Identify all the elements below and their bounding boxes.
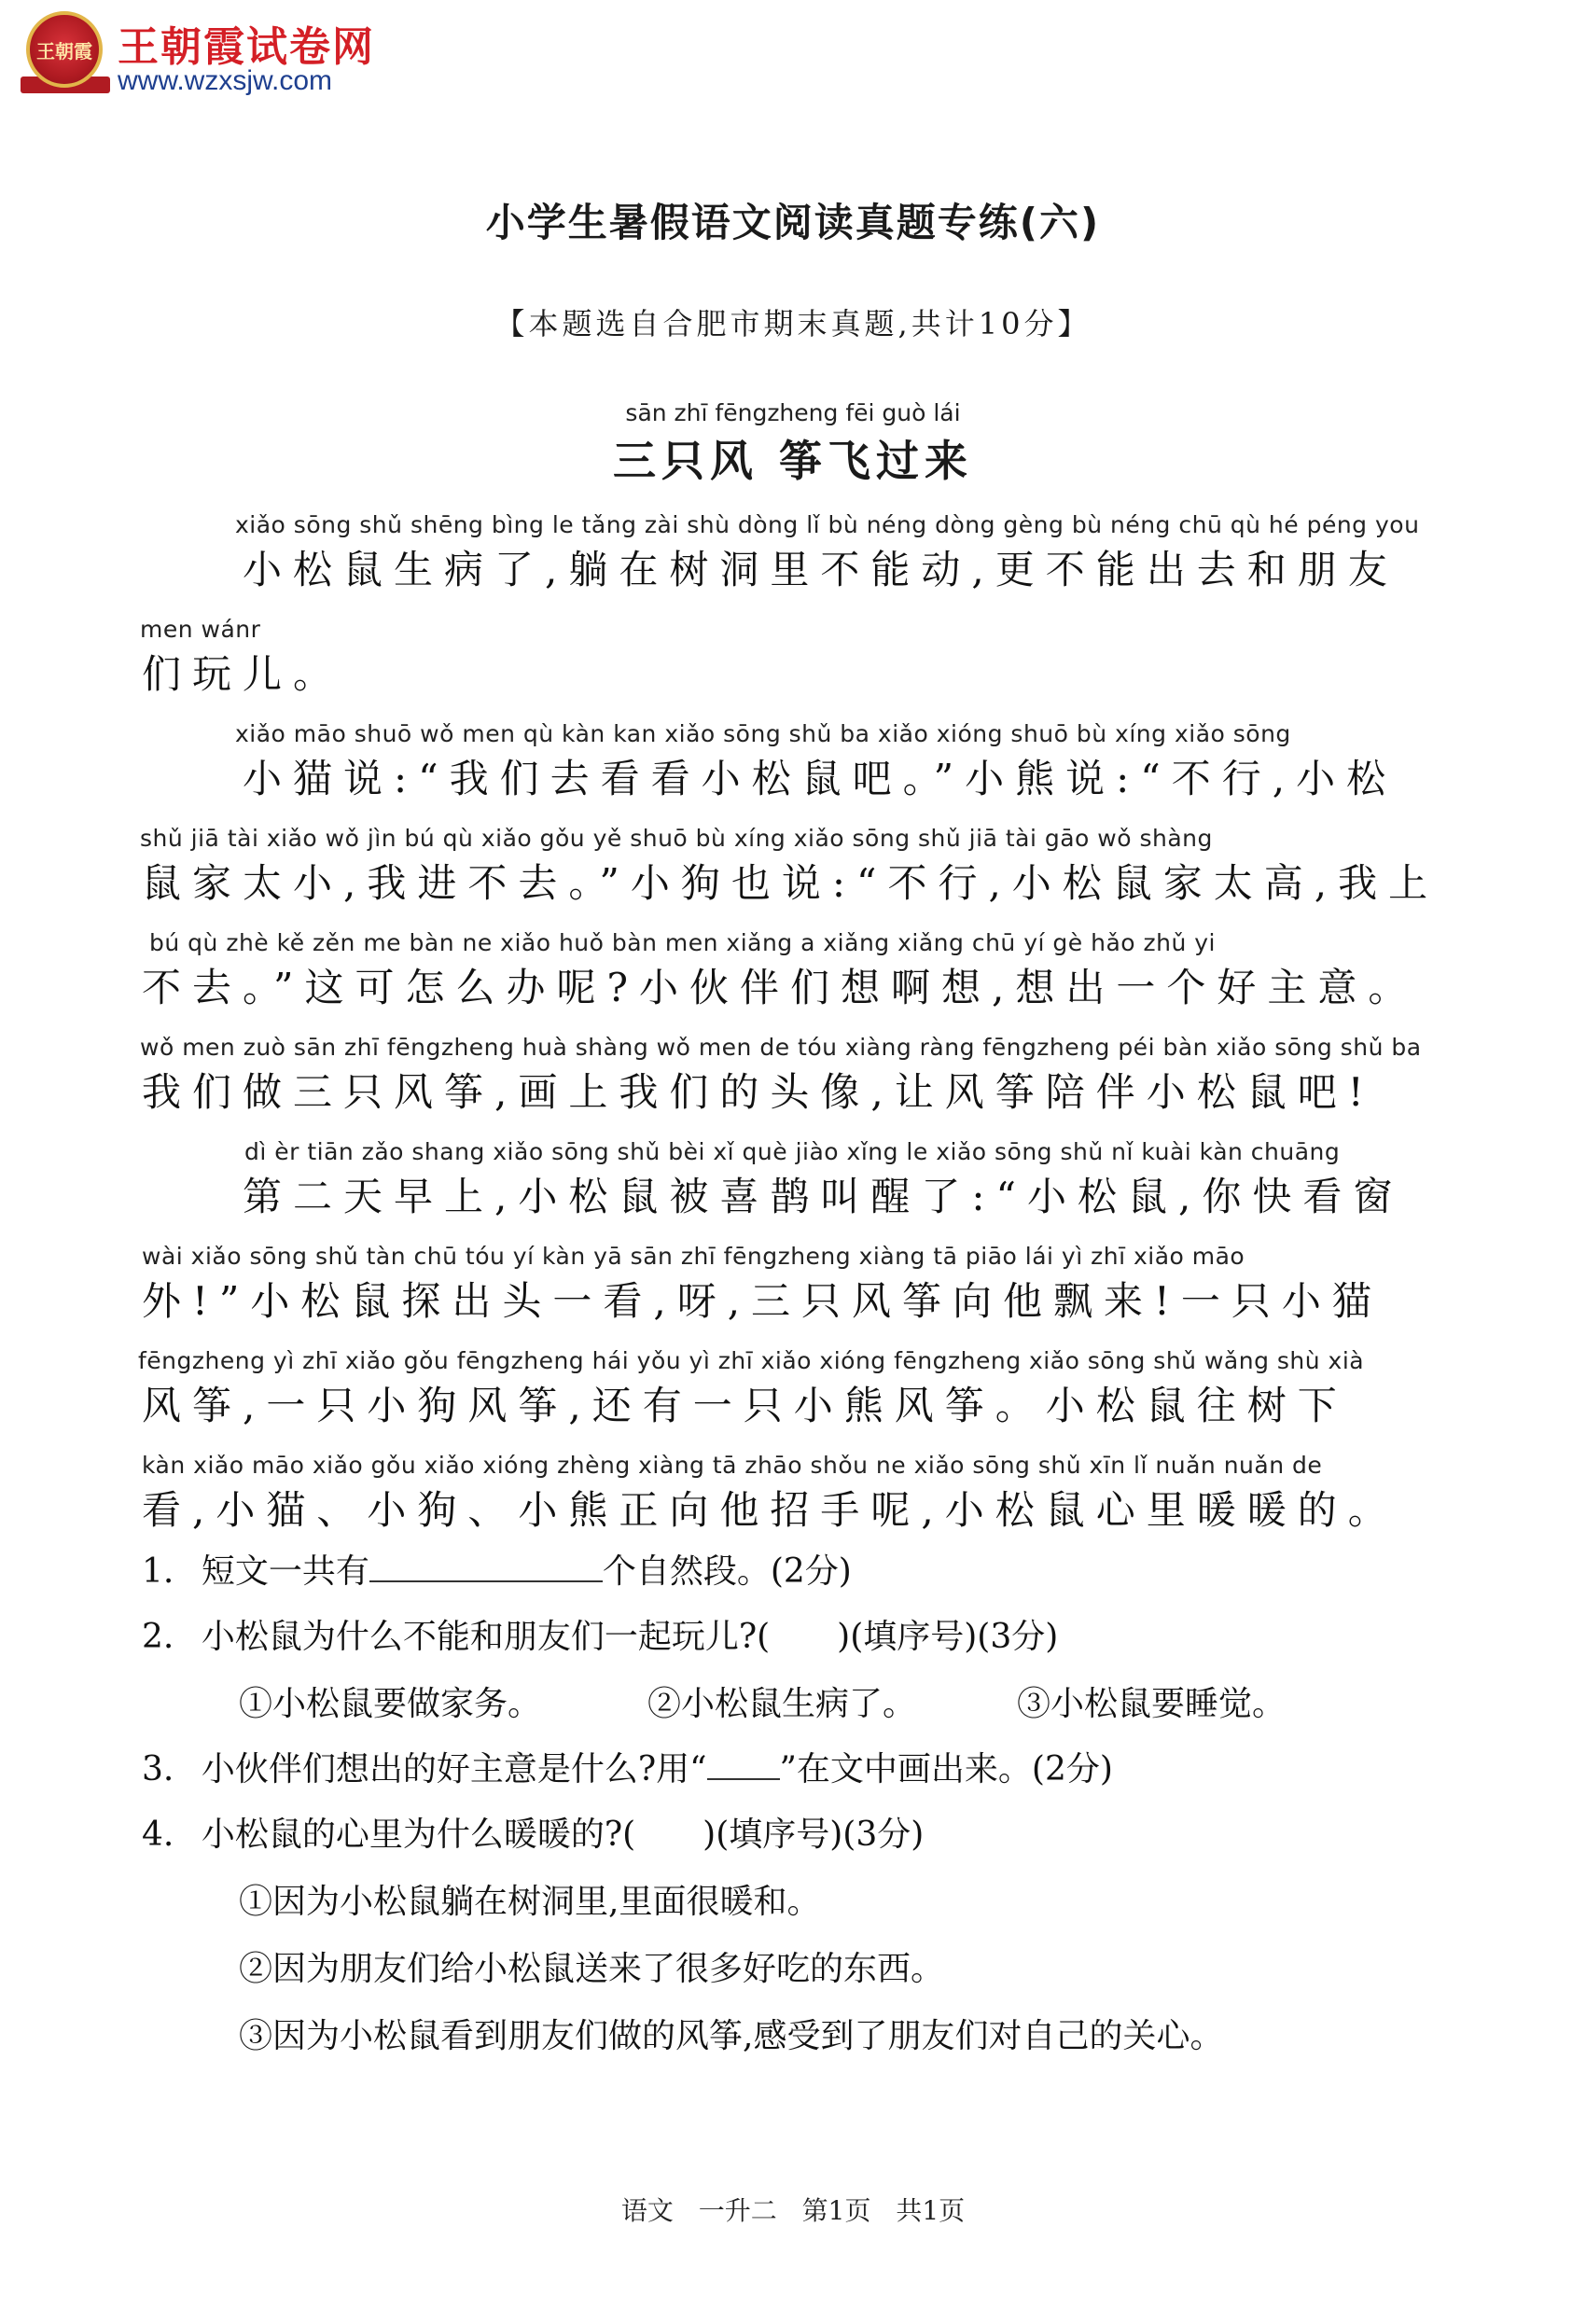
question-4-option[interactable]: ①因为小松鼠躺在树洞里,里面很暖和。 — [239, 1883, 821, 1921]
underline-sample — [707, 1750, 780, 1780]
story-title-pinyin: sān zhī fēngzheng fēi guò lái — [625, 399, 961, 426]
story-text-line: 第二天早上,小松鼠被喜鹊叫醒了:“小松鼠,你快看窗 — [243, 1174, 1404, 1219]
question-3 — [142, 1743, 1113, 1790]
page-title: 小学生暑假语文阅读真题专练(六) — [485, 200, 1101, 245]
story-pinyin-line: men wánr — [140, 616, 261, 643]
brand-name: 王朝霞试卷网 — [118, 23, 375, 71]
story-pinyin-line: kàn xiǎo māo xiǎo gǒu xiǎo xióng zhèng xiàng tā zhāo shǒu ne xiǎo sōng shǔ xīn lǐ nuǎn nuǎn de — [142, 1452, 1323, 1479]
question-number: 1. — [142, 1552, 174, 1591]
question-text: )(填序号)(3分) — [703, 1816, 925, 1854]
question-number: 4. — [142, 1816, 174, 1854]
story-pinyin-line: wǒ men zuò sān zhī fēngzheng huà shàng wǒ men de tóu xiàng ràng fēngzheng péi bàn xiǎo sōng shǔ ba — [140, 1034, 1422, 1061]
story-text-line: 不去。”这可怎么办呢?小伙伴们想啊想,想出一个好主意。 — [142, 965, 1419, 1010]
story-text-line: 小猫说:“我们去看看小松鼠吧。”小熊说:“不行,小松 — [243, 756, 1398, 801]
question-2-option[interactable]: ①小松鼠要做家务。 — [239, 1685, 542, 1723]
question-number: 3. — [142, 1750, 174, 1788]
question-2 — [142, 1610, 1058, 1658]
question-2-option[interactable]: ③小松鼠要睡觉。 — [1017, 1685, 1287, 1723]
question-4-option[interactable]: ②因为朋友们给小松鼠送来了很多好吃的东西。 — [239, 1950, 945, 1988]
question-4 — [142, 1808, 924, 1856]
question-text: ”在文中画出来。(2分) — [779, 1750, 1113, 1788]
story-text-line: 们玩儿。 — [142, 651, 344, 697]
site-url[interactable]: www.wzxsjw.com — [118, 65, 333, 96]
site-logo[interactable] — [26, 11, 418, 104]
question-4-option[interactable]: ③因为小松鼠看到朋友们做的风筝,感受到了朋友们对自己的关心。 — [239, 2017, 1224, 2055]
story-pinyin-line: xiǎo sōng shǔ shēng bìng le tǎng zài shù dòng lǐ bù néng dòng gèng bù néng chū qù hé péng you — [235, 511, 1420, 538]
question-text: 短文一共有 — [201, 1552, 369, 1591]
story-text-line: 风筝,一只小狗风筝,还有一只小熊风筝。小松鼠往树下 — [142, 1383, 1348, 1428]
question-text: 个自然段。(2分) — [602, 1552, 852, 1591]
question-text: 小松鼠为什么不能和朋友们一起玩儿?( — [201, 1618, 771, 1656]
question-number: 2. — [142, 1618, 174, 1656]
story-text-line: 外!”小松鼠探出头一看,呀,三只风筝向他飘来!一只小猫 — [142, 1278, 1383, 1324]
story-text-line: 鼠家太小,我进不去。”小狗也说:“不行,小松鼠家太高,我上 — [142, 860, 1440, 906]
question-1 — [142, 1545, 852, 1593]
question-text: 小伙伴们想出的好主意是什么?用“ — [201, 1750, 707, 1788]
answer-blank[interactable] — [369, 1549, 603, 1582]
story-text-line: 小松鼠生病了,躺在树洞里不能动,更不能出去和朋友 — [243, 547, 1398, 592]
page-subtitle: 【本题选自合肥市期末真题,共计10分】 — [494, 306, 1092, 341]
story-pinyin-line: dì èr tiān zǎo shang xiǎo sōng shǔ bèi xǐ què jiào xǐng le xiǎo sōng shǔ nǐ kuài kàn chuāng — [244, 1138, 1341, 1165]
question-text: 小松鼠的心里为什么暖暖的?( — [201, 1816, 636, 1854]
story-text-line: 看,小猫、小狗、小熊正向他招手呢,小松鼠心里暖暖的。 — [142, 1487, 1398, 1533]
story-title: 三只风 筝飞过来 — [612, 436, 973, 486]
question-2-option[interactable]: ②小松鼠生病了。 — [647, 1685, 917, 1723]
story-pinyin-line: shǔ jiā tài xiǎo wǒ jìn bú qù xiǎo gǒu yě shuō bù xíng xiǎo sōng shǔ jiā tài gāo wǒ shàng — [140, 825, 1213, 852]
question-text: )(填序号)(3分) — [837, 1618, 1059, 1656]
story-pinyin-line: bú qù zhè kě zěn me bàn ne xiǎo huǒ bàn men xiǎng a xiǎng xiǎng chū yí gè hǎo zhǔ yi — [149, 929, 1217, 956]
page-footer: 语文 一升二 第1页 共1页 — [620, 2195, 966, 2226]
story-pinyin-line: fēngzheng yì zhī xiǎo gǒu fēngzheng hái yǒu yì zhī xiǎo xióng fēngzheng xiǎo sōng shǔ wǎng shù xià — [138, 1347, 1365, 1374]
story-pinyin-line: xiǎo māo shuō wǒ men qù kàn kan xiǎo sōng shǔ ba xiǎo xióng shuō bù xíng xiǎo sōng — [235, 720, 1291, 747]
story-text-line: 我们做三只风筝,画上我们的头像,让风筝陪伴小松鼠吧! — [142, 1069, 1375, 1115]
seal-emblem-icon: 王朝霞 — [26, 11, 103, 88]
story-pinyin-line: wài xiǎo sōng shǔ tàn chū tóu yí kàn yā sān zhī fēngzheng xiàng tā piāo lái yì zhī xiǎo māo — [142, 1243, 1245, 1270]
